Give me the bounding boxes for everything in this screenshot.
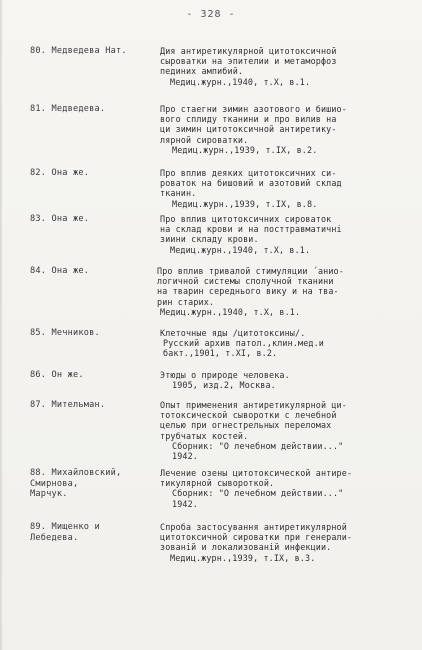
entry-citation: Сборник: "О лечебном действии..." — [172, 440, 344, 451]
entry-line: целью при огнестрельных переломах — [160, 420, 332, 431]
entry-line: пединих ампибий. — [160, 66, 244, 77]
entry-line: Этюды о природе человека. — [160, 370, 290, 380]
entry-line: тотоксической сыворотки с лечебной — [160, 410, 337, 421]
entry-body — [160, 522, 410, 563]
entry-author: 82. Она же. — [30, 168, 90, 178]
entry-line: Спроба застосування антиретикулярной — [160, 522, 347, 532]
entry-body — [160, 168, 410, 209]
entry-citation: Медиц.журн.,1940, т.X, в.1. — [160, 306, 301, 317]
entry-citation: Медиц.журн.,1939, т.IX, в.3. — [170, 552, 316, 563]
entry-citation: Медиц.журн.,1940, т.X, в.1. — [170, 244, 311, 255]
entry-line: Про вплив тривалой стимуляции ´анио- — [157, 266, 344, 276]
entry-body — [160, 370, 410, 390]
entry-body — [160, 328, 410, 359]
entry-line: рин старих. — [157, 296, 215, 307]
entry-line: вого сплиду тканини и про вилив на — [160, 114, 337, 125]
entry-line: Клеточные яды /цитотоксины/. — [160, 328, 306, 338]
entry-line: зиини складу крови. — [160, 234, 259, 245]
entry-citation: бакт.,1901, т.XI, в.2. — [163, 348, 278, 359]
entry-citation: Медиц.журн.,1939, т.IX, в.8. — [172, 198, 318, 209]
entry-author: 88. Михайловский, Смирнова, Марчук. — [30, 468, 122, 499]
entry-body — [160, 468, 410, 509]
entry-citation: Медиц.журн.,1939, т.IX, в.2. — [172, 144, 318, 155]
entry-author: 84. Она же. — [30, 266, 90, 276]
entry-line: лярной сироватки. — [160, 134, 249, 145]
entry-line: ци зимин цитотоксичной антиретику- — [160, 124, 337, 135]
entry-citation: 1905, изд.2, Москва. — [172, 380, 276, 391]
entry-author: 89. Мищенко и Лебедева. — [30, 522, 100, 543]
entry-line: Про стаегни зимин азотового и бишио- — [160, 104, 347, 114]
entry-body — [160, 104, 410, 155]
entry-body — [160, 400, 410, 461]
entry-author: 81. Медведева. — [30, 104, 106, 114]
entry-author: 83. Она же. — [30, 214, 90, 224]
entry-author: 80. Медведева Нат. — [30, 46, 127, 56]
entry-line: сыроватки на эпителии и метаморфоз — [160, 56, 337, 67]
entry-line: Дия антиретикулярной цитотоксичной — [160, 46, 337, 56]
entry-line: Лечение озены цитотоксической антире- — [160, 468, 353, 478]
entry-line: Про вплив деяких цитотоксичних си- — [160, 168, 337, 178]
entry-year: 1942. — [172, 451, 198, 462]
entry-line: на склад крови и на посттравматичні — [160, 224, 342, 235]
entry-year: 1942. — [172, 498, 198, 509]
entry-line: тикулярной сывороткой. — [160, 478, 275, 489]
entry-body — [160, 46, 410, 87]
scan-edge — [0, 0, 3, 650]
entry-body — [160, 214, 410, 255]
entry-citation: Сборник: "О лечебном действии..." — [172, 488, 344, 499]
entry-line: логичной системы сполучной тканини — [157, 276, 334, 287]
entry-author: 85. Мечников. — [30, 328, 100, 338]
entry-author: 87. Мительман. — [30, 400, 106, 410]
entry-line: цитотоксичной сироватки при генерали- — [160, 532, 353, 543]
entry-line: Опыт применения антиретикулярной ци- — [160, 400, 347, 410]
entry-author: 86. Он же. — [30, 370, 84, 380]
entry-body — [157, 266, 407, 317]
entry-line: Про вплив цитотоксичних сироваток — [160, 214, 332, 224]
entry-line: трубчатых костей. — [160, 430, 249, 441]
entry-line: на тварин середнього вику и на тва- — [157, 286, 339, 297]
page-number: - 328 - — [186, 9, 236, 20]
entry-citation: Медиц.журн.,1940, т.X, в.1. — [170, 76, 311, 87]
entry-line: Русский архив патол.,клин.мед.и — [163, 338, 324, 349]
entry-line: зованій и локализованій инфекции. — [160, 542, 332, 553]
entry-line: тканин. — [160, 188, 197, 199]
entry-line: роваток на бишовий и азотовий склад — [160, 178, 342, 189]
